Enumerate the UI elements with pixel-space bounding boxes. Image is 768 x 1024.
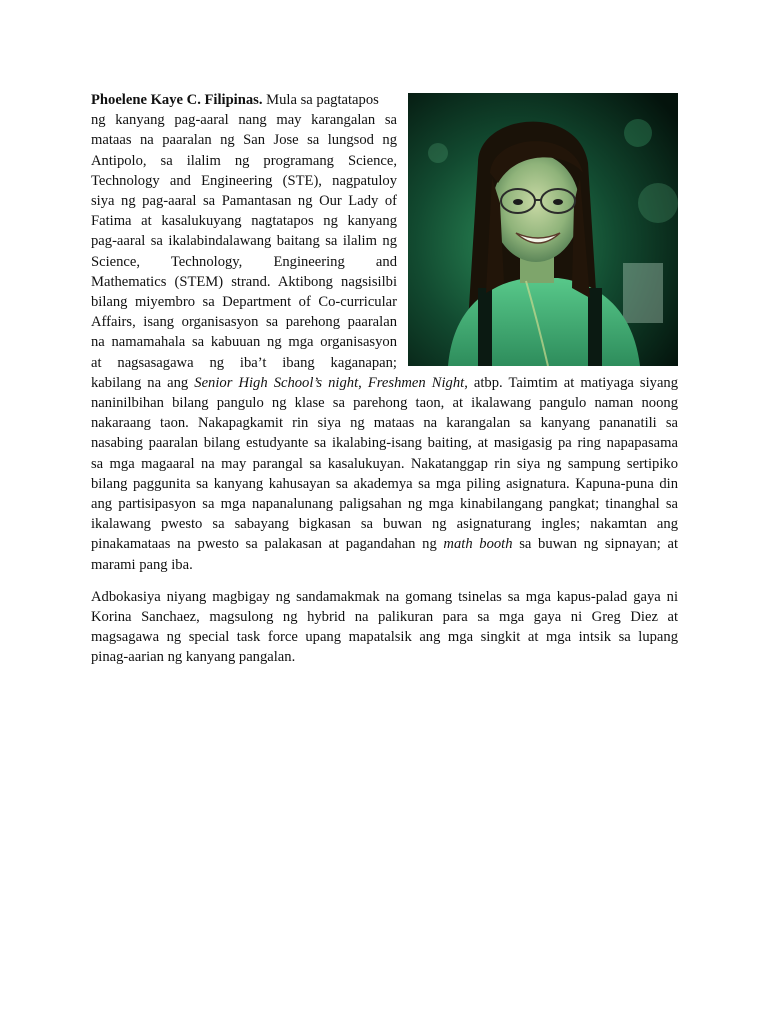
bio-line-21: ang partisipasyon sa mga napanalunang paligsahan ng mga kinabilangang pangkat; tinanghal sa — [91, 496, 678, 513]
advocacy-line-1: Adbokasiya niyang magbigay ng sandamakmak na gomang tsinelas sa mga kapus-palad gaya ni — [91, 588, 678, 605]
bio-line-4: Antipolo, sa ilalim ng programang Science, — [91, 152, 397, 169]
bio-line-12: Affairs, isang organisasyon sa parehong paaralan — [91, 314, 397, 331]
bio-line-1: Phoelene Kaye C. Filipinas. Mula sa pagtatapos — [91, 92, 379, 108]
bio-line-19: sa mga magaaral na may parangal sa kasalukuyan. Nakatanggap rin siya ng sampung sertipiko — [91, 455, 678, 472]
bio-line-22: ikalawang pwesto sa sabayang bigkasan sa buwan ng asignaturang ingles; nakamtan ang — [91, 516, 678, 533]
bio-line-5: Technology and Engineering (STE), nagpatuloy — [91, 172, 397, 189]
bio-line-24: marami pang iba. — [91, 556, 193, 573]
bio-line-14: at nagsasagawa ng iba’t ibang kaganapan; — [91, 354, 397, 371]
advocacy-line-2: Korina Sanchaez, magsulong ng hybrid na palikuran para sa mga gaya ni Greg Diez at — [91, 609, 678, 626]
bio-line-8: pag-aaral sa ikalabindalawang baitang sa ilalim ng — [91, 233, 397, 250]
bio-line-15: kabilang na ang Senior High School’s night, Freshmen Night, atbp. Taimtim at matiyaga siyang — [91, 374, 679, 391]
bio-line-23: pinakamataas na pwesto sa palakasan at pagandahan ng math booth sa buwan ng sipnayan; at — [91, 536, 679, 553]
advocacy-line-4: pinag-aarian ng kanyang pangalan. — [91, 649, 296, 666]
event-name: Senior High School’s night — [194, 374, 359, 391]
math-booth-term: math booth — [443, 536, 513, 553]
bio-line-2: ng kanyang pag-aaral nang may karangalan sa — [91, 112, 397, 129]
paragraph-gap — [91, 575, 678, 587]
bio-line-10: Mathematics (STEM) strand. Aktibong nagsisilbi — [91, 273, 397, 290]
bio-line-16: naninilbihan bilang pangulo ng klase sa parehong taon, at ikalawang pangulo naman noong — [91, 395, 678, 412]
bio-line-13: na namamahala sa kabuuan ng mga organisasyon — [91, 334, 397, 351]
bio-line-11: bilang miyembro sa Department of Co-curricular — [91, 294, 397, 311]
advocacy-line-3: magsagawa ng special task force upang mapatalsik ang mga singkit at mga intsik sa lupang — [91, 629, 678, 646]
document-page — [91, 90, 678, 668]
portrait-illustration — [408, 93, 678, 366]
bio-line-6: siya ng pag-aaral sa Pamantasan ng Our Lady of — [91, 193, 397, 210]
bio-line-17: nakaraang taon. Nakapagkamit rin siya ng mataas na karangalan sa kanyang pananatili sa — [91, 415, 678, 432]
event-name: Freshmen Night — [367, 374, 465, 391]
bio-line-9: Science, Technology, Engineering and — [91, 253, 397, 270]
bio-line-7: Fatima at kasalukuyang nagtatapos ng kanyang — [91, 213, 397, 230]
bio-line-20: bilang paggunita sa kanyang kahusayan sa akademya sa mga piling asignatura. Kapuna-puna din — [91, 475, 678, 492]
person-name: Phoelene Kaye C. Filipinas. — [91, 92, 263, 108]
bio-line-18: nasabing paaralan bilang estudyante sa ikalabing-isang baiting, at masigasig pa ring napapasama — [91, 435, 678, 452]
portrait-photo — [408, 93, 678, 366]
bio-line-3: mataas na paaralan ng San Jose sa lungsod ng — [91, 132, 397, 149]
